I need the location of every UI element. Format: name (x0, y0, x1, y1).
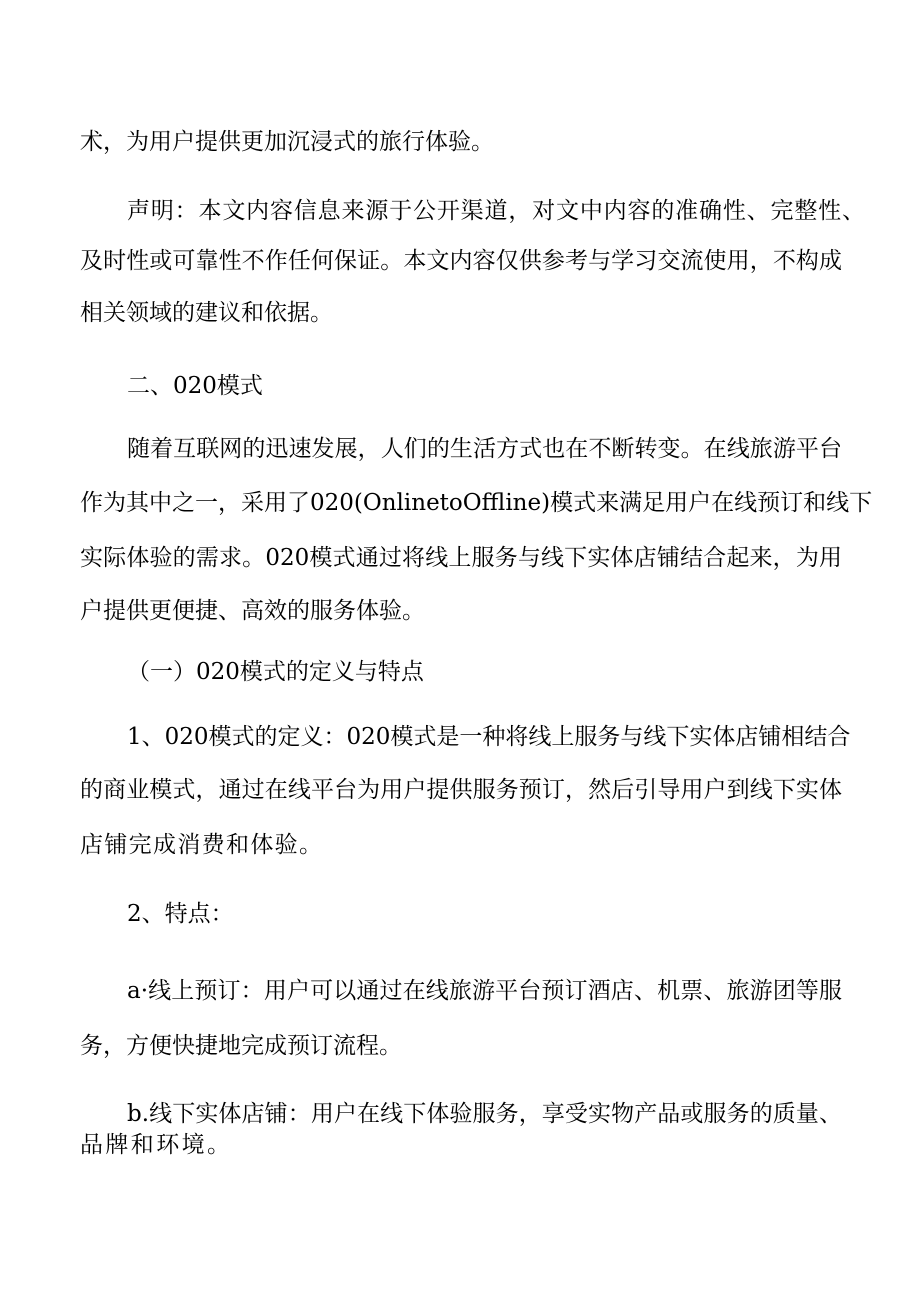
definition-line-2: 的商业模式，通过在线平台为用户提供服务预订，然后引导用户到线下实体 (80, 777, 842, 803)
section-intro-line-2: 作为其中之一，采用了020(OnlinetoOffline)模式来满足用户在线预订和线下 (80, 490, 873, 516)
disclaimer-line-1: 声明：本文内容信息来源于公开渠道，对文中内容的准确性、完整性、 (127, 198, 865, 224)
features-heading: 2、特点： (127, 901, 234, 927)
feature-b-line-1: b.线下实体店铺：用户在线下体验服务，享受实物产品或服务的质量、 (127, 1101, 842, 1127)
definition-line-3: 店铺完成消费和体验。 (80, 832, 322, 858)
feature-a-line-2: 务，方便快捷地完成预订流程。 (80, 1033, 402, 1059)
section-intro-line-4: 户提供更便捷、高效的服务体验。 (80, 598, 425, 624)
paragraph-intro-tail: 术，为用户提供更加沉浸式的旅行体验。 (80, 129, 494, 155)
disclaimer-line-2: 及时性或可靠性不作任何保证。本文内容仅供参考与学习交流使用，不构成 (80, 248, 842, 274)
feature-b-line-2: 品牌和环境。 (80, 1132, 230, 1158)
section-intro-line-3: 实际体验的需求。020模式通过将线上服务与线下实体店铺结合起来，为用 (80, 545, 842, 571)
section-heading: 二、020模式 (127, 373, 263, 399)
feature-a-line-1: a·线上预订：用户可以通过在线旅游平台预订酒店、机票、旅游团等服 (127, 978, 842, 1004)
subsection-heading: （一）020模式的定义与特点 (127, 659, 424, 685)
definition-line-1: 1、020模式的定义：020模式是一种将线上服务与线下实体店铺相结合 (127, 724, 851, 750)
section-intro-line-1: 随着互联网的迅速发展，人们的生活方式也在不断转变。在线旅游平台 (127, 436, 842, 462)
disclaimer-line-3: 相关领域的建议和依据。 (80, 300, 333, 326)
